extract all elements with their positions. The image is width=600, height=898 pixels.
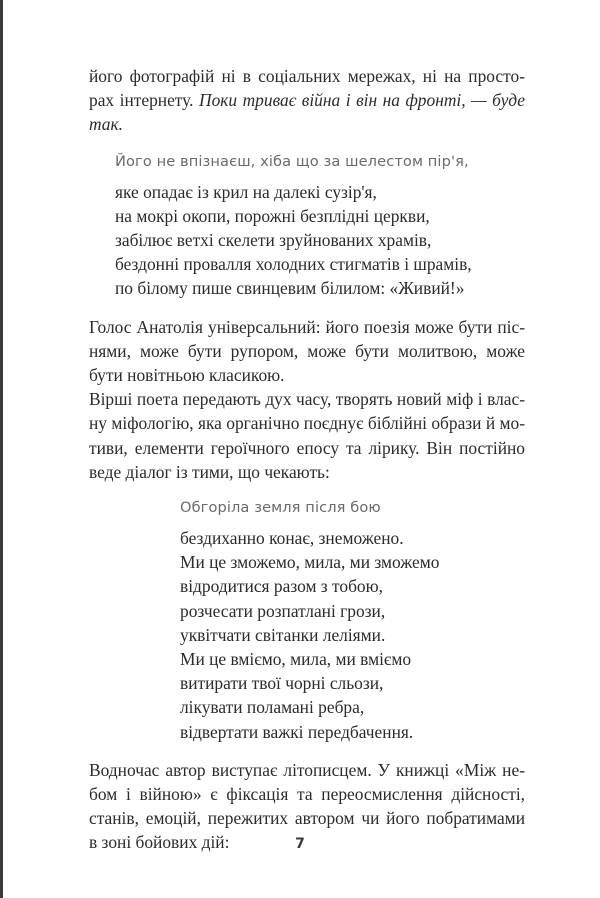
poem-line: Ми це вміємо, мила, ми вміємо [180, 649, 412, 670]
poem-line: уквітчати світанки леліями. [180, 624, 386, 645]
italic-quote: Поки триває війна і він на фронті, — буде [199, 90, 525, 111]
text-line: бути новітньою класикою. [89, 365, 285, 386]
text-line: тиви, елементи героїчного епосу та лірику. Він постійно [89, 437, 525, 458]
paragraph-voice [89, 315, 525, 388]
poem-first-line: Його не впізнаєш, хіба що за шелестом пір'я, [115, 152, 469, 170]
paragraph-intro [89, 64, 525, 137]
poem-line: забілює ветхі скелети зруйнованих храмів, [115, 230, 432, 251]
poem-line: бездиханно конає, знеможено. [180, 528, 404, 549]
poem-excerpt-2 [89, 497, 525, 744]
text-line: бом і війною» є фіксація та переосмислення дійсності, [89, 784, 525, 805]
text-line: ну міфологію, яка органічно поєднує біблійні образи й мо- [89, 413, 525, 434]
poem-line: Ми це зможемо, мила, ми зможемо [180, 552, 440, 573]
poem-line: яке опадає із крил на далекі сузір'я, [115, 181, 377, 202]
paragraph-verses [89, 387, 525, 484]
poem-first-line: Обгоріла земля після бою [180, 499, 381, 517]
text-line: веде діалог із тими, що чекають: [89, 461, 330, 482]
poem-line: відродитися разом з тобою, [180, 576, 383, 597]
text-segment: рах інтернету. [89, 90, 194, 111]
text-line [89, 88, 525, 112]
text-line: в зоні бойових дій: [89, 832, 230, 853]
text-line: Водночас автор виступає літописцем. У книжці «Між не- [89, 759, 525, 780]
text-line: станів, емоцій, пережитих автором чи його побратимами [89, 808, 525, 829]
poem-line: витирати твої чорні сльози, [180, 673, 384, 694]
poem-line: розчесати розпатлані грози, [180, 600, 386, 621]
poem-line: по білому пише свинцевим білилом: «Живий!» [115, 278, 465, 299]
poem-line: на мокрі окопи, порожні безплідні церкви, [115, 205, 430, 226]
poem-line: відвертати важкі передбачення. [180, 721, 414, 742]
text-line: нями, може бути рупором, може бути молитвою, може [89, 340, 525, 361]
poem-line: бездонні провалля холодних стигматів і шрамів, [115, 254, 472, 275]
poem-excerpt-1 [89, 151, 525, 301]
poem-line: лікувати поламані ребра, [180, 697, 365, 718]
italic-quote-tail: так. [89, 114, 123, 135]
book-page [89, 64, 525, 855]
text-line: Голос Анатолія універсальний: його поезія може бути піс- [89, 316, 525, 337]
page-left-border [0, 0, 3, 898]
text-line: його фотографій ні в соціальних мережах, ні на просто- [89, 66, 525, 86]
text-line: Вірші поета передають дух часу, творять новий міф і влас- [89, 389, 525, 410]
page-number: 7 [295, 836, 305, 852]
